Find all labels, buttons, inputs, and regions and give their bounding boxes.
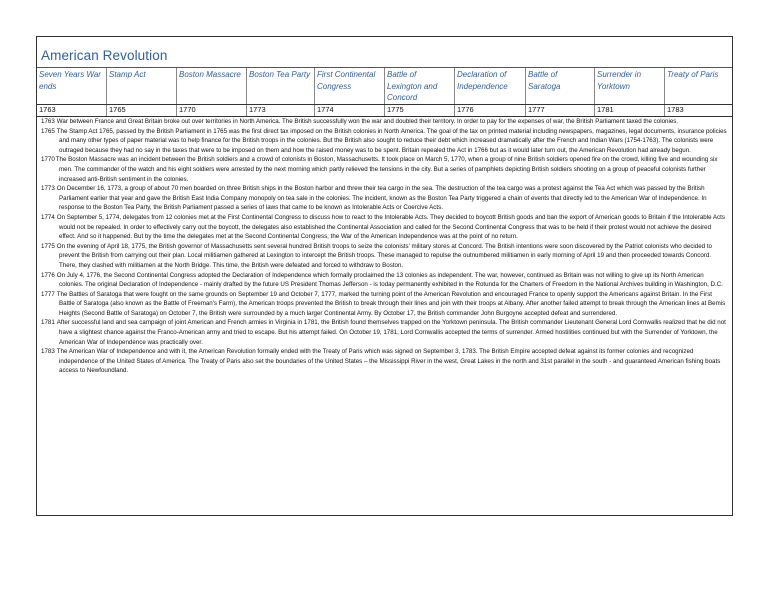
- event-descriptions: [41, 117, 728, 376]
- description-entry: [41, 117, 728, 127]
- description-text: The Battles of Saratoga that were fought on the same grounds on September 19 and October 7, 1777, marked the turning point of the American Revolution and encouraged France to openly support the Americans against Britain. In the First Battle of Saratoga (also known as the Battle of Freeman's Farm), the American troops prevented the British to break through their lines and join with their troops at Albany. After another failed attempt to break through the American lines at Bemis Heights (Second Battle of Saratoga) on October 7, the British were surrounded by a much larger Continental Army. By October 17, the British commander John Burgoyne accepted defeat and surrendered.: [56, 290, 726, 317]
- description-entry: [41, 242, 728, 271]
- description-text: The Boston Massacre was an incident between the British soldiers and a crowd of colonists in Boston, Massachusetts. It took place on March 5, 1770, when a group of nine British soldiers opened fire on the crowd, killing five and wounding six men. The commander of the watch and his eight soldiers were arrested by the next morning which partly relieved the tensions in the city. But a series of pamphlets depicting British soldiers shooting on a group of peaceful colonists further increased anti-British sentiment in the colonies.: [55, 156, 718, 183]
- year-cell: 1781: [595, 105, 665, 116]
- year-cell: 1775: [385, 105, 455, 116]
- description-entry: [41, 213, 728, 242]
- year-cell: 1770: [177, 105, 247, 116]
- event-label: Battle of Lexington and Concord: [385, 68, 455, 104]
- description-entry: [41, 318, 728, 347]
- description-year: 1783: [41, 348, 55, 356]
- year-cell: 1776: [455, 105, 526, 116]
- description-text: On December 16, 1773, a group of about 70 men boarded on three British ships in the Boston harbor and threw their tea cargo in the sea. The destruction of the tea cargo was a protest against the Tea Act which was passed by the British Parliament earlier that year and gave the British East India Company monopoly on tea sale in the colonies. The incident, known as the Boston Tea Party triggered a chain of events that directly led to the American War of Independence. In response to the Boston Tea Party, the British Parliament passed a series of laws that came to be known as Intolerable Acts or Coercive Acts.: [56, 185, 707, 212]
- event-label: Stamp Act: [107, 68, 177, 104]
- year-cell: 1777: [526, 105, 595, 116]
- description-text: On July 4, 1776, the Second Continental Congress adopted the Declaration of Independence which formally proclaimed the 13 colonies as independent. The war, however, continued as Britain was not willing to give up its North American colonies. The original Declaration of Independence - mainly drafted by the future US President Thomas Jefferson - is today permanently exhibited in the Rotunda for the Charters of Freedom in the National Archives building in Washington, D.C.: [56, 271, 723, 289]
- description-year: 1763: [41, 118, 55, 125]
- event-label: Declaration of Independence: [455, 68, 526, 104]
- description-entry: [41, 271, 728, 290]
- description-year: 1770: [41, 156, 55, 164]
- description-entry: [41, 184, 728, 213]
- year-row: [37, 104, 732, 117]
- timeline-sheet: [36, 36, 733, 516]
- event-header-row: [37, 68, 732, 104]
- description-entry: [41, 155, 728, 184]
- event-label: Battle of Saratoga: [526, 68, 595, 104]
- year-cell: 1783: [667, 105, 684, 114]
- description-year: 1781: [41, 319, 55, 327]
- year-cell: 1765: [107, 105, 177, 116]
- description-year: 1765: [41, 127, 55, 135]
- description-year: 1777: [41, 290, 55, 298]
- page-title: American Revolution: [41, 48, 168, 63]
- event-label: Surrender in Yorktown: [595, 68, 665, 104]
- description-text: On September 5, 1774, delegates from 12 colonies met at the First Continental Congress to discuss how to react to the Intolerable Acts. They decided to boycott British goods and ban the export of American goods to Britain if the Intolerable Acts would not be repealed. In order to effectively carry out the boycott, the delegates also established the Continental Association and called for the Second Continental Congress that was to be held if their protest would not achieve the desired effect. And so it happened. But by the time the delegates met at the Second Continental Congress, the War of the American Independence was at the point of no return.: [56, 213, 725, 241]
- description-entry: [41, 347, 728, 376]
- description-text: The American War of Independence and with it, the American Revolution formally ended with the Treaty of Paris which was signed on September 3, 1783. The British Empire accepted defeat against its former colonies and recognized independence of the United States of America. The Treaty of Paris also set the boundaries of the United States – the Mississippi River in the west, Great Lakes in the north and 31st parallel in the south - and guaranteed American fishing boats access to Newfoundland.: [56, 348, 721, 375]
- event-label: Boston Massacre: [177, 68, 247, 104]
- description-year: 1776: [41, 271, 55, 279]
- event-label: Boston Tea Party: [247, 68, 315, 104]
- event-label: Seven Years War ends: [37, 68, 107, 104]
- year-cell: 1763: [37, 105, 107, 116]
- event-label: Treaty of Paris: [667, 70, 719, 79]
- description-text: On the evening of April 18, 1775, the British governor of Massachusetts sent several hundred British troops to seize the colonists' military stores at Concord. The British intentions were soon discovered by the Patriot colonists who decided to prevent the British from carrying out their plan. Local militiamen gathered at Lexington to intercept the British troops. These managed to repulse the outnumbered militiamen in early morning of April 19 and then proceeded towards Concord. There, they clashed with militiamen at the North Bridge. This time, the British were defeated and forced to withdraw to Boston.: [56, 242, 712, 269]
- description-year: 1775: [41, 242, 55, 250]
- description-text: The Stamp Act 1765, passed by the British Parliament in 1765 was the first direct tax imposed on the British colonies in North America. The goal of the tax on printed material including newspapers, magazines, legal documents, insurance policies and many other types of paper material was to help finance for the British troops in the colonies. But the British also sought to reduce their debt which increased dramatically after the French and Indian Wars (1754-1763). The colonists were outraged because they had no say in the taxes that were to be imposed on them and how the raised money was to be spent. Britain repealed the Act in 1766 but as it would later turn out, the American Revolution had already begun.: [56, 127, 727, 154]
- description-entry: [41, 127, 728, 156]
- event-label: First Continental Congress: [315, 68, 385, 104]
- description-year: 1773: [41, 185, 55, 193]
- description-text: War between France and Great Britain broke out over territories in North America. The British successfully won the war and doubled their territory. In order to pay for the expenses of war, the British Parliament taxed the colonies.: [56, 118, 679, 125]
- description-text: After successful land and sea campaign of joint American and French armies in Virginia in 1781, the British found themselves trapped on the Yorktown peninsula. The British commander Lieutenant General Lord Cornwallis realized that he did not have a slightest chance against the Franco-American army and tried to escape. But his attempt failed. On October 19, 1781, Lord Cornwallis accepted the terms of surrender. Armed hostilities continued but with the Surrender of Yorktown, the American War of Independence was practically over.: [56, 319, 726, 346]
- year-cell: 1774: [315, 105, 385, 116]
- year-cell: 1773: [247, 105, 315, 116]
- description-year: 1774: [41, 213, 55, 221]
- description-entry: [41, 290, 728, 319]
